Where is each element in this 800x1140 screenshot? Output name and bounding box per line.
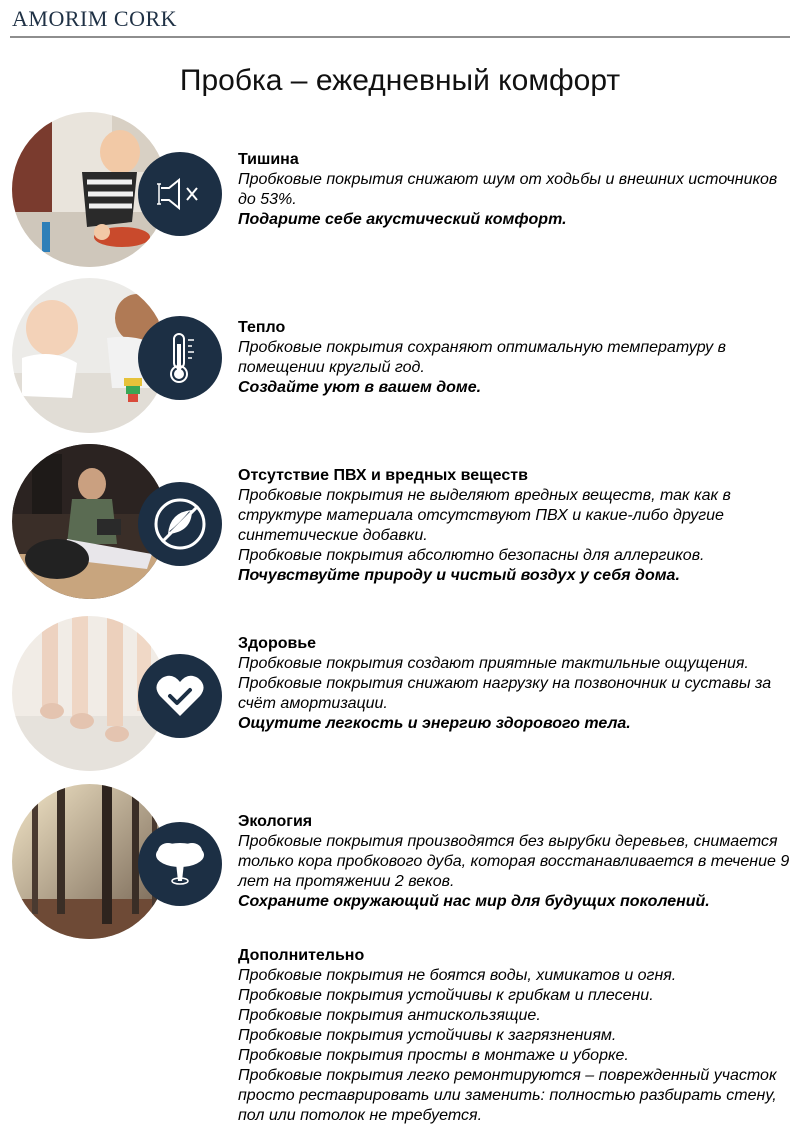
speaker-mute-icon-badge: [138, 152, 222, 236]
section-silence: [0, 108, 800, 278]
section-text: [238, 466, 790, 586]
tree-icon: [152, 839, 208, 889]
section-cta: Сохраните окружающий нас мир для будущих поколений.: [238, 893, 710, 910]
leaf-icon-badge: [138, 482, 222, 566]
section-body: Пробковые покрытия сохраняют оптимальную температуру в помещении круглый год.: [238, 339, 726, 376]
section-body: Пробковые покрытия снижают шум от ходьбы и внешних источников до 53%.: [238, 171, 778, 208]
section-text: [238, 318, 790, 398]
section-body-extra: Пробковые покрытия снижают нагрузку на позвоночник и суставы за счёт амортизации.: [238, 675, 772, 712]
section-heading: Здоровье: [238, 635, 317, 652]
tree-icon-badge: [138, 822, 222, 906]
section-body: Пробковые покрытия не выделяют вредных веществ, так как в структуре материала отсутствуют ПВХ и какие-либо другие синтетические добавки.: [238, 487, 731, 544]
section-cta: Подарите себе акустический комфорт.: [238, 211, 567, 228]
list-item: Пробковые покрытия устойчивы к загрязнениям.: [238, 1027, 617, 1044]
section-heading: Экология: [238, 813, 313, 830]
section-additional: [0, 946, 800, 1136]
section-cta: Ощутите легкость и энергию здорового тела.: [238, 715, 631, 732]
list-item: Пробковые покрытия легко ремонтируются – поврежденный участок просто реставрировать или заменить: полностью разбирать стену, пол или потолок не требуется.: [238, 1067, 777, 1124]
section-health: [0, 610, 800, 780]
leaf-icon: [152, 496, 208, 552]
section-text: [238, 946, 790, 1126]
section-no-pvc: [0, 440, 800, 610]
section-body: Пробковые покрытия производятся без вырубки деревьев, снимается только кора пробкового дуба, которая восстанавливается в течение 9 лет на протяжении 2 веков.: [238, 833, 790, 890]
list-item: Пробковые покрытия не боятся воды, химикатов и огня.: [238, 967, 677, 984]
header-divider: [10, 36, 790, 38]
section-ecology: [0, 780, 800, 940]
section-body-extra: Пробковые покрытия абсолютно безопасны для аллергиков.: [238, 547, 705, 564]
thermometer-icon-badge: [138, 316, 222, 400]
section-text: [238, 812, 790, 912]
section-heading: Отсутствие ПВХ и вредных веществ: [238, 467, 528, 484]
section-heading: Тепло: [238, 319, 286, 336]
list-item: Пробковые покрытия просты в монтаже и уборке.: [238, 1047, 629, 1064]
heart-check-icon-badge: [138, 654, 222, 738]
list-item: Пробковые покрытия устойчивы к грибкам и плесени.: [238, 987, 654, 1004]
section-heading: Дополнительно: [238, 947, 365, 964]
thermometer-icon: [160, 330, 200, 386]
list-item: Пробковые покрытия антискользящие.: [238, 1007, 541, 1024]
section-cta: Почувствуйте природу и чистый воздух у себя дома.: [238, 567, 680, 584]
heart-check-icon: [154, 672, 206, 720]
section-heading: Тишина: [238, 151, 299, 168]
section-text: [238, 150, 790, 230]
section-warmth: [0, 278, 800, 448]
speaker-mute-icon: [155, 174, 205, 214]
section-body: Пробковые покрытия создают приятные тактильные ощущения.: [238, 655, 749, 672]
page-title: Пробка – ежедневный комфорт: [179, 64, 621, 97]
section-cta: Создайте уют в вашем доме.: [238, 379, 482, 396]
brand-logo: AMORIM CORK: [12, 6, 178, 31]
section-text: [238, 634, 790, 734]
